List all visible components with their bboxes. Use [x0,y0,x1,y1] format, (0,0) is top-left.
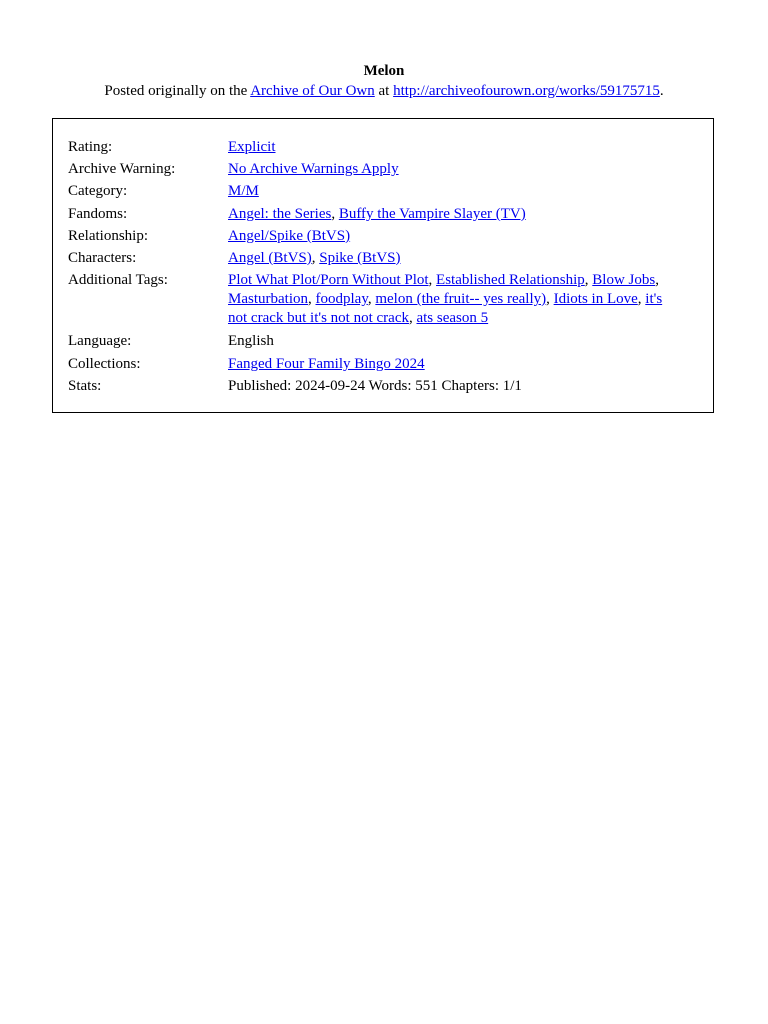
tags-label: Additional Tags: [68,272,168,288]
fandom-link[interactable]: Angel: the Series [228,206,332,222]
tag-link[interactable]: melon (the fruit-- yes really) [375,291,547,307]
character-link[interactable]: Angel (BtVS) [228,250,312,266]
collections-label: Collections: [68,356,141,372]
relationship-value [228,227,703,246]
tag-link[interactable]: Masturbation [228,291,308,307]
tags-value: Plot What Plot/Porn Without Plot, Established Relationship, Blow Jobs, Masturbation, foodplay, melon (the fruit-- yes really), Idiots in Love, it's not crack but it's not not crack, ats season 5 [228,272,663,326]
characters-value: Angel (BtVS), Spike (BtVS) [228,250,401,266]
rating-value [228,138,703,157]
posted-middle: at [374,83,394,99]
language-value: English [228,333,274,349]
relationship-link[interactable]: Angel/Spike (BtVS) [228,228,351,244]
category-value [228,182,703,201]
posted-suffix: . [659,83,664,99]
fandoms-label: Fandoms: [68,206,128,222]
work-url-link[interactable]: http://archiveofourown.org/works/59175715 [393,83,660,99]
collections-value [228,355,703,374]
tag-link[interactable]: Idiots in Love [553,291,638,307]
warning-link[interactable]: No Archive Warnings Apply [228,161,399,177]
category-label: Category: [68,183,128,199]
characters-label: Characters: [68,250,137,266]
category-link[interactable]: M/M [228,183,259,199]
language-label: Language: [68,333,132,349]
tag-link[interactable]: it's [645,291,663,307]
tag-link[interactable]: Established Relationship [436,272,585,288]
tag-link[interactable]: ats season 5 [416,310,489,326]
collection-link[interactable]: Fanged Four Family Bingo 2024 [228,356,425,372]
work-metadata [52,118,714,413]
fandoms-value: Angel: the Series, Buffy the Vampire Slayer (TV) [228,206,526,222]
posted-line [0,82,768,101]
rating-label: Rating: [68,139,113,155]
archive-link[interactable]: Archive of Our Own [250,83,375,99]
character-link[interactable]: Spike (BtVS) [319,250,401,266]
stats-label: Stats: [68,378,102,394]
tag-link[interactable]: not crack but it's not not crack [228,310,409,326]
warning-label: Archive Warning: [68,161,176,177]
posted-prefix: Posted originally on the [104,83,251,99]
work-title: Melon [363,63,405,79]
relationship-label: Relationship: [68,228,148,244]
stats-value: Published: 2024-09-24 Words: 551 Chapters: 1/1 [228,378,522,394]
warning-value [228,160,703,179]
tag-link[interactable]: Plot What Plot/Porn Without Plot [228,272,429,288]
tag-link[interactable]: Blow Jobs [592,272,656,288]
fandom-link[interactable]: Buffy the Vampire Slayer (TV) [338,206,526,222]
rating-link[interactable]: Explicit [228,139,276,155]
tag-link[interactable]: foodplay [315,291,368,307]
